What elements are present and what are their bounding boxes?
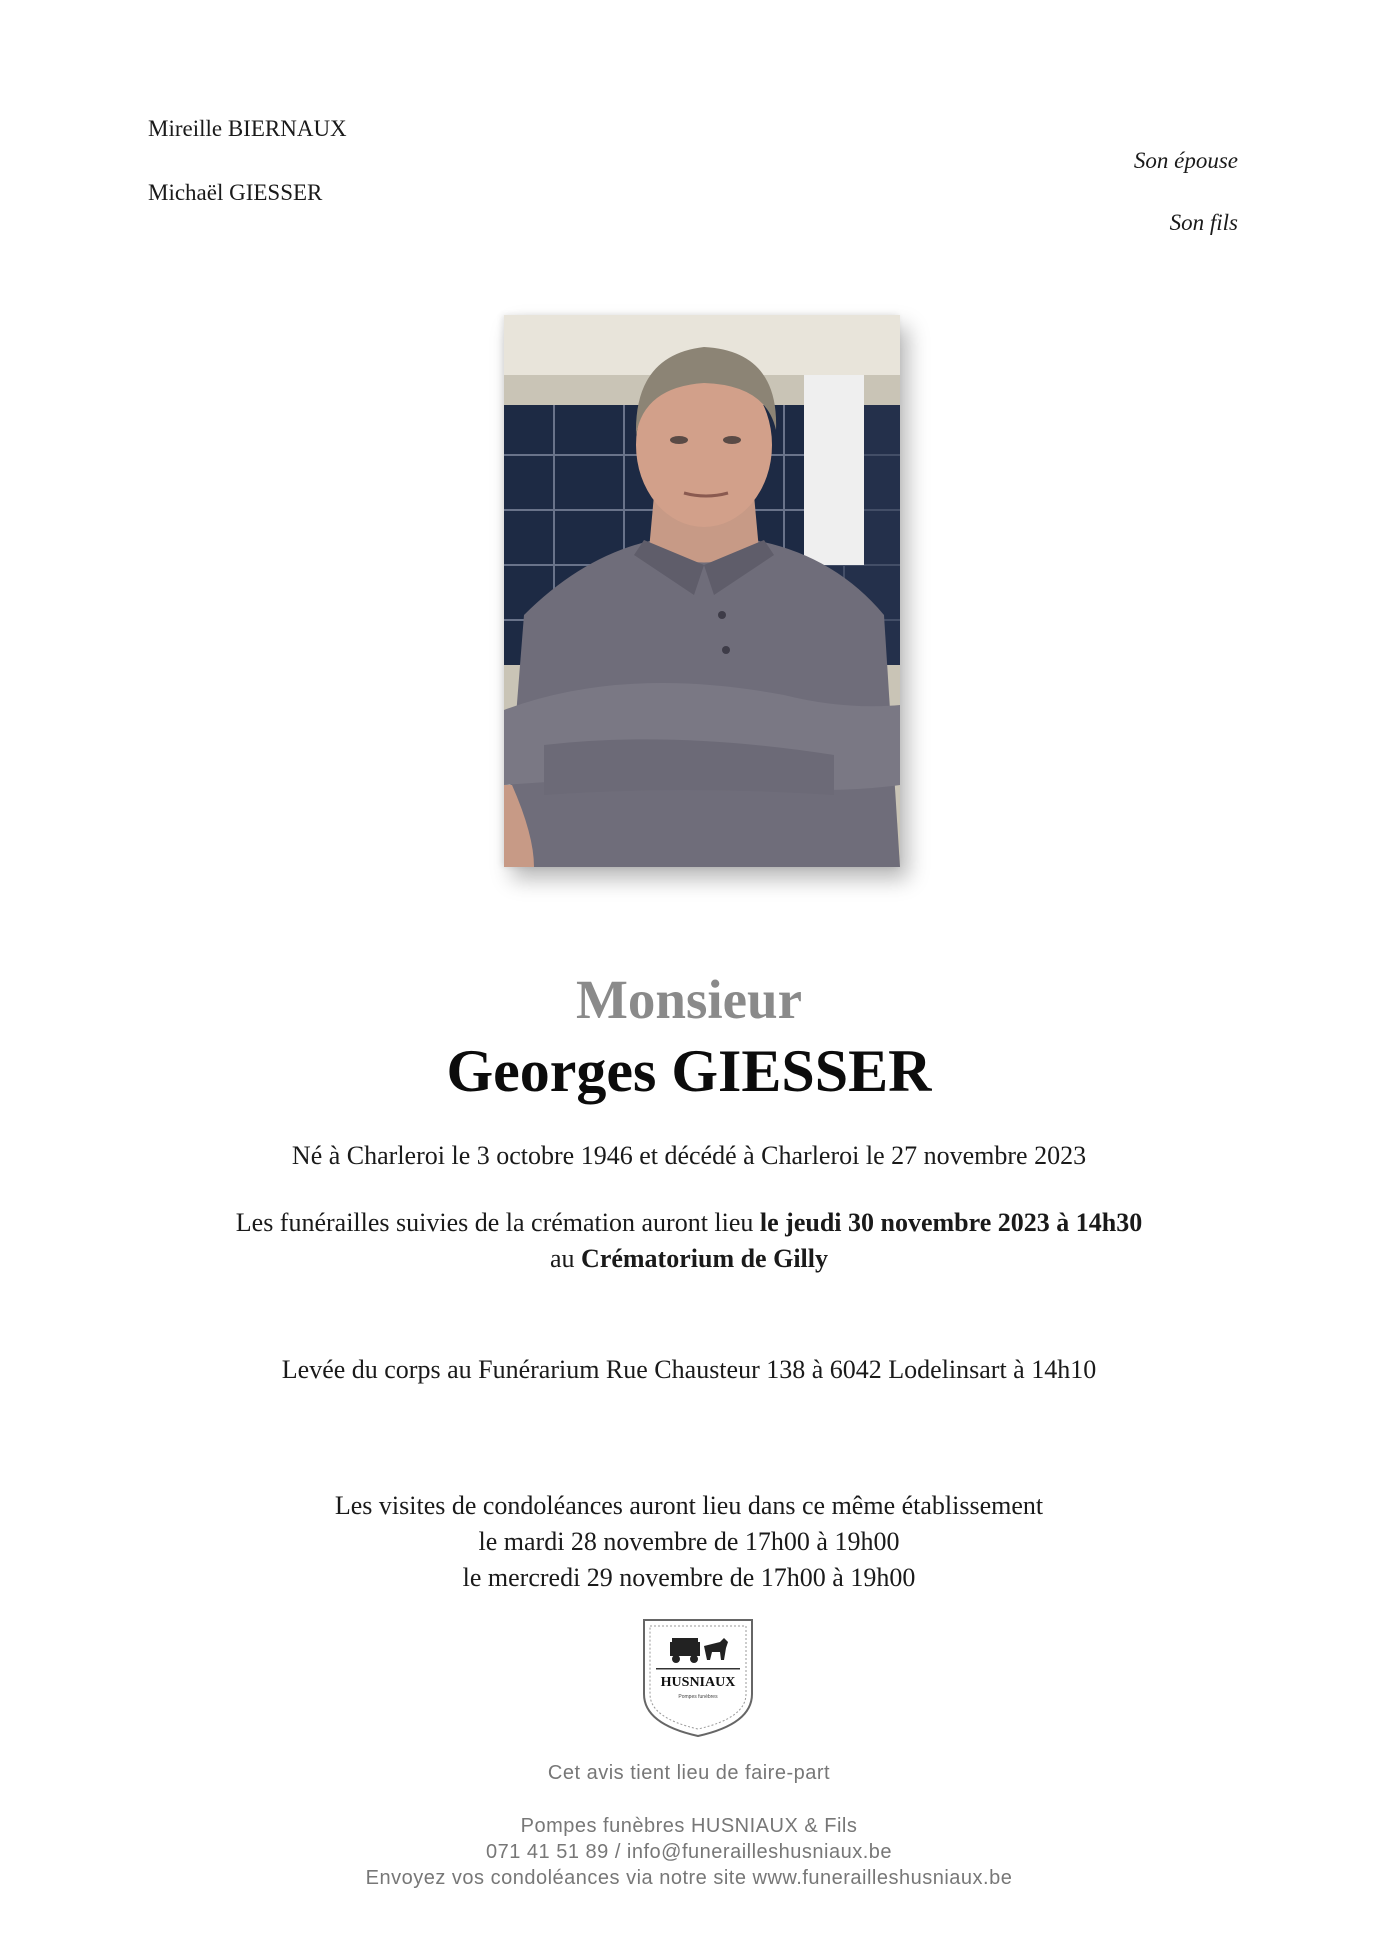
funeral-date: le jeudi 30 novembre 2023 à 14h30 [759,1208,1143,1237]
funeral-line [0,1205,1378,1241]
family-member-relation-2: Son fils [1169,210,1238,235]
visit-2: le mercredi 29 novembre de 17h00 à 19h00 [462,1563,916,1592]
husniaux-logo [640,1616,756,1740]
notice-line: Cet avis tient lieu de faire-part [547,1762,831,1784]
funeral-place-prefix: au [550,1244,582,1273]
birth-death-line: Né à Charleroi le 3 octobre 1946 et décédé à Charleroi le 27 novembre 2023 [291,1141,1087,1170]
portrait-photo [504,315,900,867]
deceased-name: Georges GIESSER [446,1038,932,1104]
visits-intro: Les visites de condoléances auront lieu dans ce même établissement [334,1491,1044,1520]
logo-subtext: Pompes funèbres [678,1694,718,1700]
funeral-place-line [0,1241,1378,1277]
visit-1: le mardi 28 novembre de 17h00 à 19h00 [478,1527,900,1556]
family-member-name-1: Mireille BIERNAUX [148,116,347,141]
website-line: Envoyez vos condoléances via notre site www.funerailleshusniaux.be [365,1867,1013,1889]
contact-line: 071 41 51 89 / info@funerailleshusniaux.be [485,1841,893,1863]
levee-line: Levée du corps au Funérarium Rue Chausteur 138 à 6042 Lodelinsart à 14h10 [281,1355,1097,1384]
family-member-relation-1: Son épouse [1133,148,1238,173]
logo-text: HUSNIAUX [660,1675,736,1690]
family-member-name-2: Michaël GIESSER [148,180,323,205]
funeral-place: Crématorium de Gilly [581,1244,828,1273]
funeral-prefix: Les funérailles suivies de la crémation auront lieu [235,1208,760,1237]
company-line: Pompes funèbres HUSNIAUX & Fils [520,1815,858,1837]
honorific: Monsieur [575,969,803,1030]
